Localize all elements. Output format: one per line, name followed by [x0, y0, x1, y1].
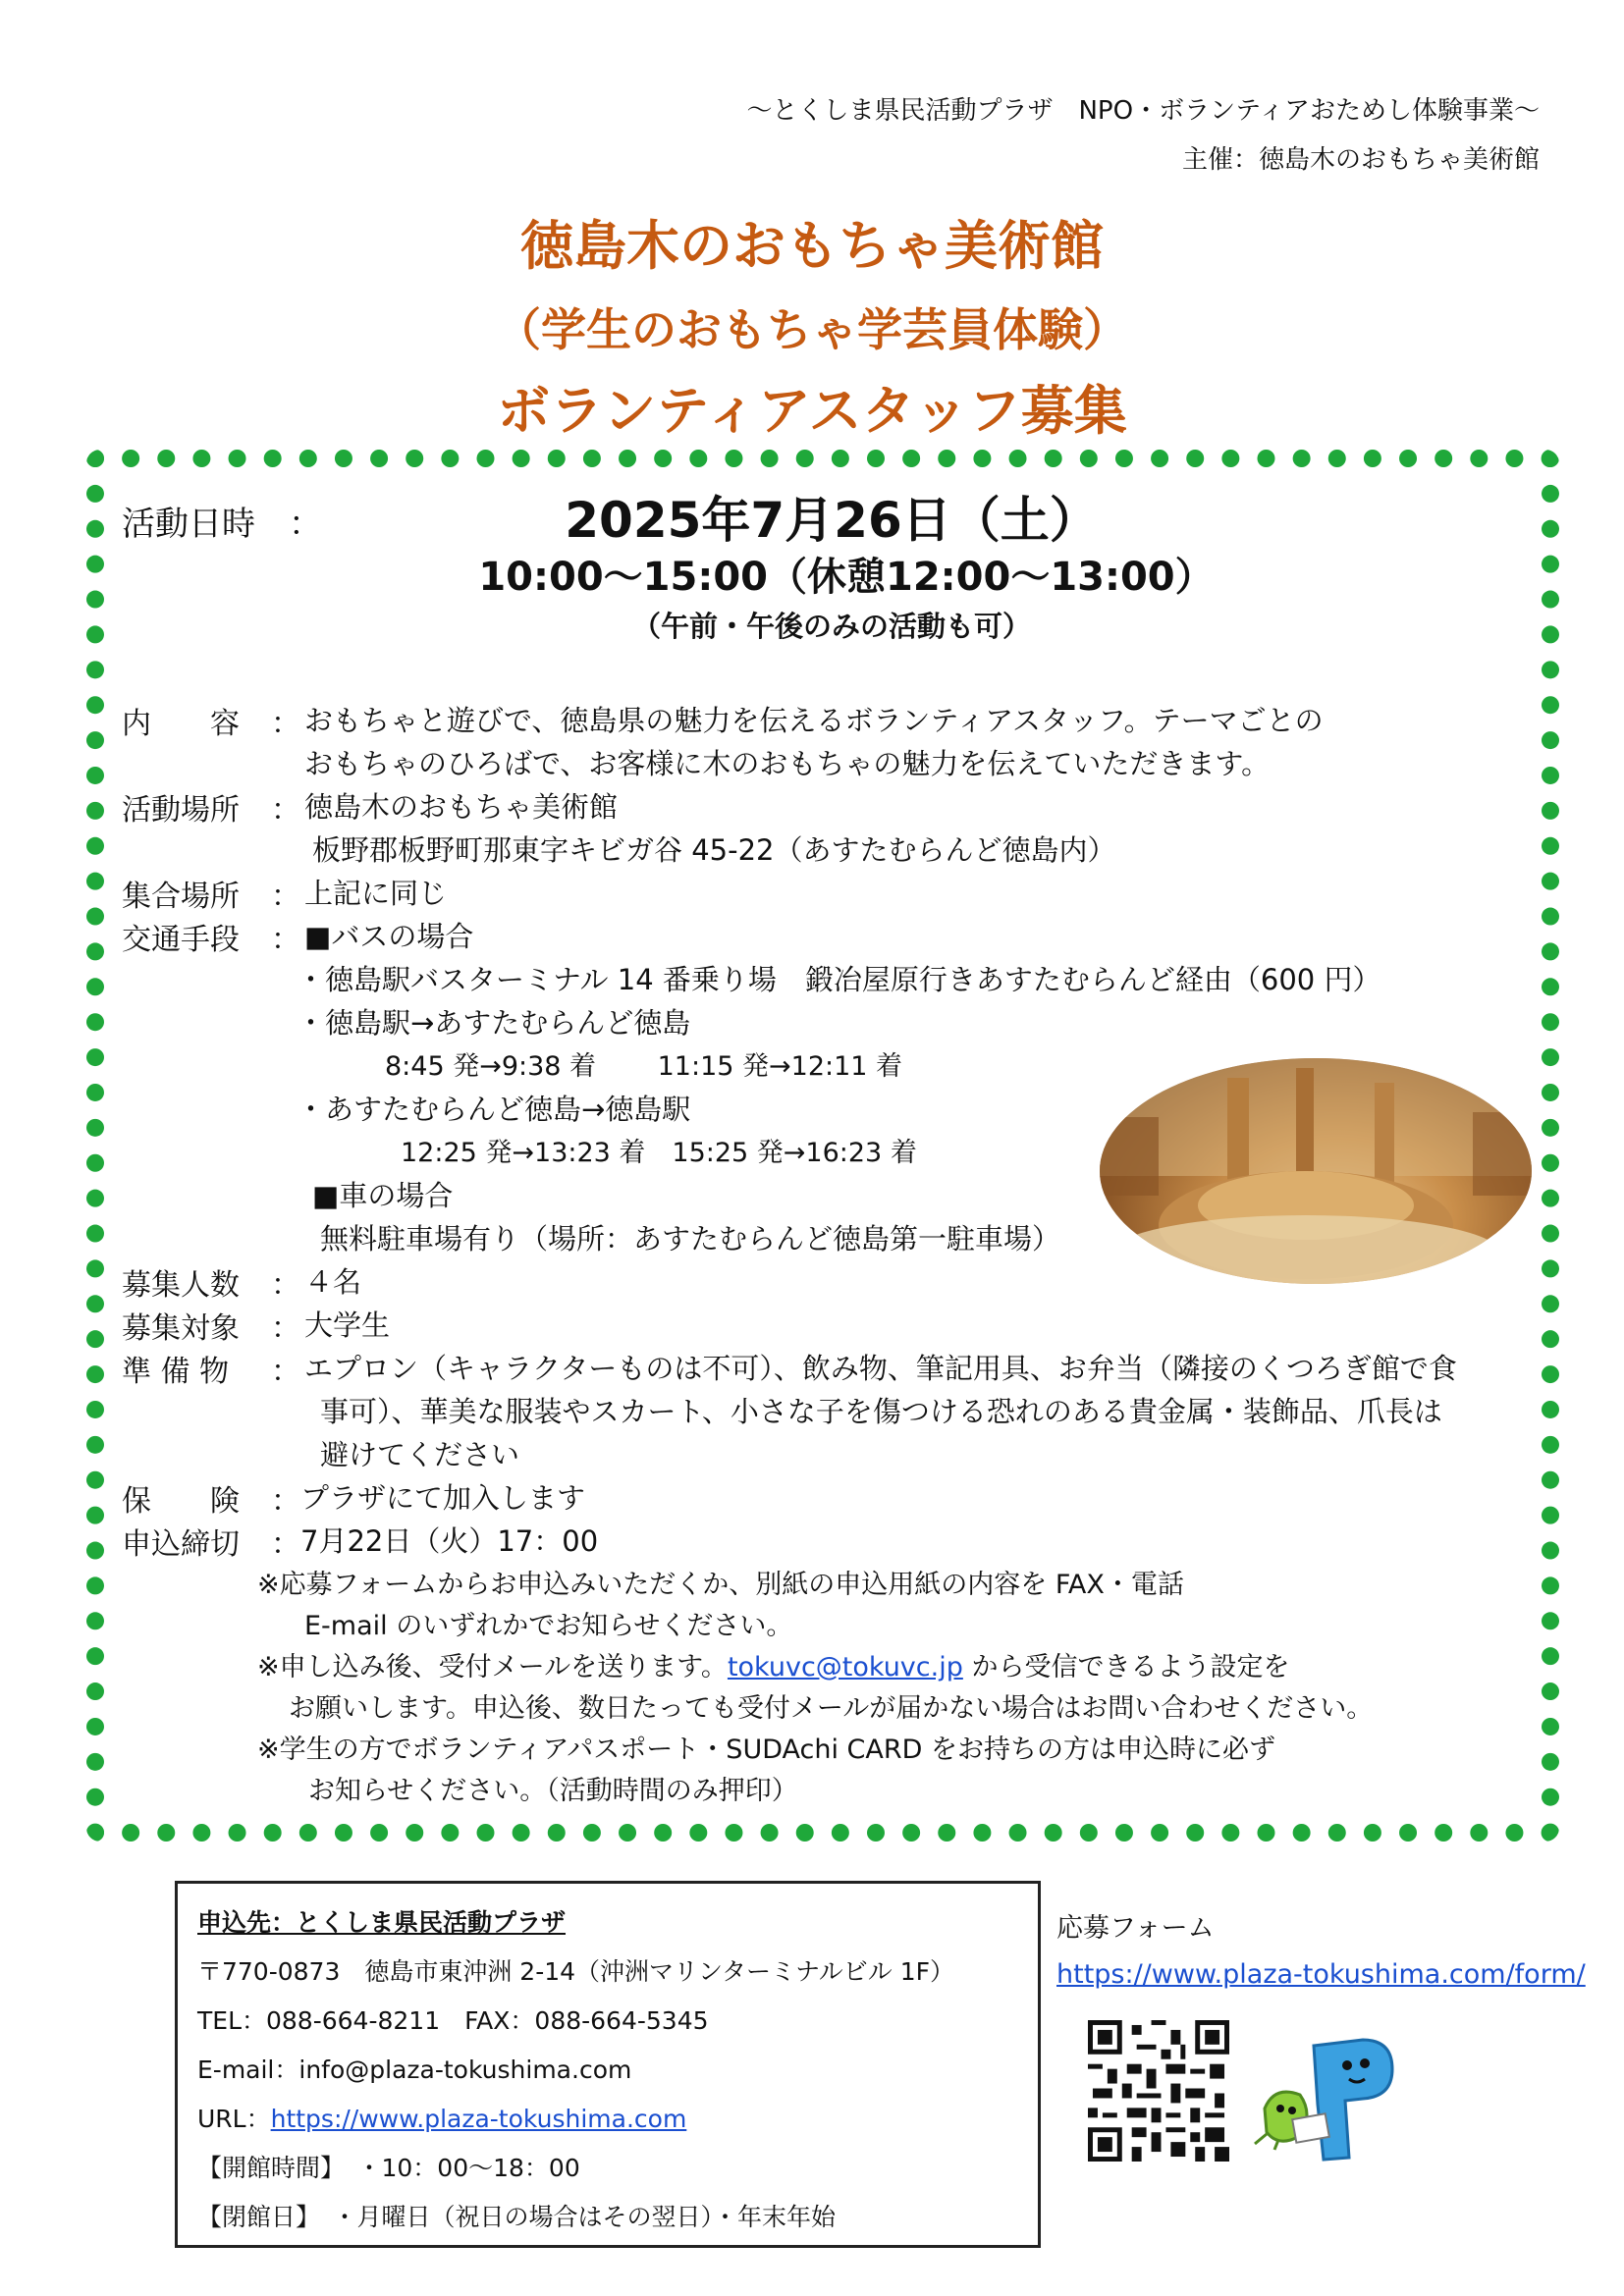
plaza-website-link[interactable]: https://www.plaza-tokushima.com	[270, 2105, 687, 2133]
note-3b: お知らせください。（活動時間のみ押印）	[308, 1776, 798, 1806]
receipt-email-link[interactable]: tokuvc@tokuvc.jp	[727, 1652, 963, 1682]
note-2a: ※申し込み後、受付メールを送ります。tokuvc@tokuvc.jp から受信できるよう設定を	[257, 1652, 1290, 1682]
plaza-mascot-illustration	[1245, 2026, 1412, 2173]
bus-line-4: ・あすたむらんど徳島→徳島駅	[297, 1093, 691, 1126]
header-program-line: ～とくしま県民活動プラザ NPO・ボランティアおためし体験事業～	[746, 96, 1540, 126]
note-3a: ※学生の方でボランティアパスポート・SUDAchi CARD をお持ちの方は申込時に必ず	[257, 1735, 1276, 1765]
activity-date-label: 活動日時 ：	[122, 505, 322, 544]
title-museum: 徳島木のおもちゃ美術館	[520, 215, 1104, 277]
items-line-2: 事可）、華美な服装やスカート、小さな子を傷つける恐れのある貴金属・装飾品、爪長は	[320, 1395, 1442, 1428]
note-2c: お願いします。申込後、数日たっても受付メールが届かない場合はお問い合わせください。	[289, 1693, 1374, 1724]
bus-line-5: 12:25 発→13:23 着 15:25 発→16:23 着	[401, 1138, 917, 1168]
contact-url-row: URL：https://www.plaza-tokushima.com	[197, 2105, 687, 2133]
deadline-value: 7月22日（火）17：00	[300, 1524, 599, 1558]
title-recruitment: ボランティアスタッフ募集	[497, 380, 1127, 442]
deadline-label: 申込締切	[122, 1527, 240, 1562]
content-line-1: おもちゃと遊びで、徳島県の魅力を伝えるボランティアスタッフ。テーマごとの	[304, 704, 1324, 737]
contact-box	[175, 1881, 1041, 2248]
content-line-2: おもちゃのひろばで、お客様に木のおもちゃの魅力を伝えていただきます。	[304, 747, 1271, 780]
qr-code[interactable]	[1088, 2020, 1229, 2162]
note-1b: E-mail のいずれかでお知らせください。	[304, 1611, 793, 1641]
colon: ：	[271, 923, 300, 957]
place-label: 活動場所	[122, 793, 240, 828]
title-subtitle: （学生のおもちゃ学芸員体験）	[496, 303, 1128, 356]
bus-line-1: ・徳島駅バスターミナル 14 番乗り場 鍛冶屋原行きあすたむらんど経由（600 円）	[297, 963, 1381, 996]
car-heading: ■車の場合	[312, 1179, 454, 1212]
transport-label: 交通手段	[122, 923, 240, 957]
contact-hours: 【開館時間】 ・10：00～18：00	[197, 2154, 580, 2182]
contact-tel-fax: TEL：088-664-8211 FAX：088-664-5345	[197, 2006, 709, 2035]
count-value: ４名	[304, 1265, 362, 1299]
count-label: 募集人数	[122, 1268, 240, 1303]
place-address: 板野郡板野町那東字キビガ谷 45-22（あすたむらんど徳島内）	[312, 833, 1116, 867]
note-1a: ※応募フォームからお申込みいただくか、別紙の申込用紙の内容を FAX・電話	[257, 1570, 1184, 1600]
activity-time-note: （午前・午後のみの活動も可）	[631, 610, 1031, 643]
museum-interior-photo	[1100, 1058, 1532, 1284]
items-line-3: 避けてください	[320, 1438, 520, 1471]
insurance-label: 保 険	[122, 1484, 240, 1519]
insurance-value: プラザにて加入します	[300, 1481, 586, 1515]
car-line: 無料駐車場有り（場所：あすたむらんど徳島第一駐車場）	[320, 1222, 1061, 1255]
target-label: 募集対象	[122, 1311, 240, 1346]
activity-time: 10:00～15:00（休憩12:00～13:00）	[478, 555, 1215, 600]
bus-line-3: 8:45 発→9:38 着 11:15 発→12:11 着	[385, 1051, 903, 1082]
contact-email: E-mail：info@plaza-tokushima.com	[197, 2056, 632, 2084]
colon: ：	[271, 793, 300, 828]
contact-address: 〒770-0873 徳島市東沖洲 2-14（沖洲マリンターミナルビル 1F）	[197, 1957, 955, 1986]
meeting-label: 集合場所	[122, 880, 240, 914]
items-label: 準 備 物	[122, 1355, 230, 1389]
place-name: 徳島木のおもちゃ美術館	[304, 790, 619, 824]
meeting-value: 上記に同じ	[304, 877, 448, 910]
header-organizer-line: 主催：徳島木のおもちゃ美術館	[1181, 145, 1540, 175]
contact-heading: 申込先：とくしま県民活動プラザ	[197, 1908, 567, 1937]
contact-closed: 【閉館日】 ・月曜日（祝日の場合はその翌日）・年末年始	[197, 2203, 837, 2231]
colon: ：	[271, 1527, 300, 1562]
colon: ：	[271, 1311, 300, 1346]
form-label: 応募フォーム	[1056, 1913, 1215, 1944]
form-url-link[interactable]: https://www.plaza-tokushima.com/form/	[1056, 1959, 1586, 1990]
colon: ：	[271, 707, 300, 741]
bus-line-2: ・徳島駅→あすたむらんど徳島	[297, 1006, 691, 1040]
colon: ：	[271, 1484, 300, 1519]
content-label: 内 容	[122, 707, 240, 741]
items-line-1: エプロン（キャラクターものは不可）、飲み物、筆記用具、お弁当（隣接のくつろぎ館で食	[304, 1352, 1457, 1385]
target-value: 大学生	[304, 1308, 391, 1342]
colon: ：	[271, 880, 300, 914]
colon: ：	[271, 1355, 300, 1389]
bus-heading: ■バスの場合	[304, 920, 474, 953]
colon: ：	[271, 1268, 300, 1303]
activity-date: 2025年7月26日（土）	[565, 492, 1099, 549]
